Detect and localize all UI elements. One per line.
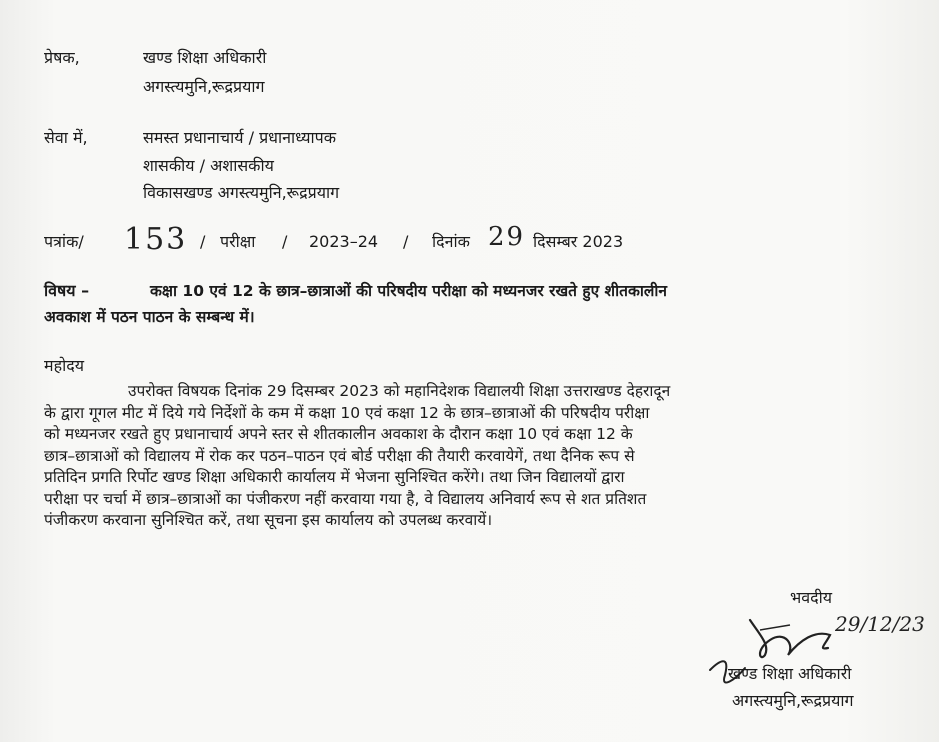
body-line-3: को मध्यनजर रखते हुए प्रधानाचार्य अपने स्तर से शीतकालीन अवकाश के दौरान कक्षा 10 एवं कक्षा 12 के (44, 425, 633, 443)
closing-title: खण्ड शिक्षा अधिकारी (728, 664, 852, 683)
sender-line1: खण्ड शिक्षा अधिकारी (143, 48, 267, 67)
recipient-line3: विकासखण्ड अगस्त्यमुनि,रूद्रप्रयाग (143, 183, 340, 202)
body-paragraph (44, 381, 892, 532)
closing-bhavdiy: भवदीय (790, 588, 833, 607)
body-line-6: परीक्षा पर चर्चा में छात्र–छात्राओं का पंजीकरण नहीं करवाया गया है, वे विद्यालय अनिवार्य रूप से शत प्रतिशत (44, 489, 647, 508)
patrank-number: 153 (124, 222, 188, 257)
ref-date-label: दिनांक (432, 232, 470, 251)
subject-label: विषय – (44, 281, 90, 300)
body-line-4: छात्र–छात्राओं को विद्यालय में रोक कर पठन–पाठन एवं बोर्ड परीक्षा की तैयारी करवायेगें, तथा दैनिक रूप से (44, 446, 635, 465)
patrank-label: पत्रांक/ (44, 232, 84, 251)
recipient-line1: समस्त प्रधानाचार्य / प्रधानाध्यापक (143, 128, 337, 147)
ref-pariksha: परीक्षा (220, 232, 256, 251)
subject-line2: अवकाश में पठन पाठन के सम्बन्ध में। (44, 308, 255, 326)
recipient-label: सेवा में, (44, 128, 88, 147)
body-line-5: प्रतिदिन प्रगति रिर्पोट खण्ड शिक्षा अधिकारी कार्यालय में भेजना सुनिश्चित करेंगे। तथा जिन विद्यालयों द्वारा (44, 468, 625, 486)
ref-slash-3: / (403, 232, 409, 251)
ref-session: 2023–24 (309, 232, 379, 251)
signature-date: 29/12/23 (835, 612, 925, 636)
closing-place: अगस्त्यमुनि,रूद्रप्रयाग (732, 691, 854, 710)
body-line-2: के द्वारा गूगल मीट में दिये गये निर्देशों के कम में कक्षा 10 एवं कक्षा 12 के छात्र–छात्राओं की परिषदीय परीक्षा (44, 403, 650, 422)
salutation: महोदय (44, 356, 84, 375)
ref-slash-2: / (282, 232, 288, 251)
ref-date-rest: दिसम्बर 2023 (533, 232, 624, 251)
ref-slash-1: / (200, 232, 206, 251)
recipient-line2: शासकीय / अशासकीय (143, 156, 274, 175)
body-line-7: पंजीकरण करवाना सुनिश्चित करें, तथा सूचना इस कार्यालय को उपलब्ध करवायें। (44, 511, 493, 529)
body-line-1: उपरोक्त विषयक दिनांक 29 दिसम्बर 2023 को महानिदेशक विद्यालयी शिक्षा उत्तराखण्ड देहरादून (128, 382, 671, 400)
subject-line1: कक्षा 10 एवं 12 के छात्र–छात्राओं की परिषदीय परीक्षा को मध्यनजर रखते हुए शीतकालीन (150, 282, 667, 300)
sender-label: प्रेषक, (44, 48, 80, 67)
ref-date-day: 29 (488, 222, 526, 252)
sender-line2: अगस्त्यमुनि,रूद्रप्रयाग (143, 77, 265, 96)
